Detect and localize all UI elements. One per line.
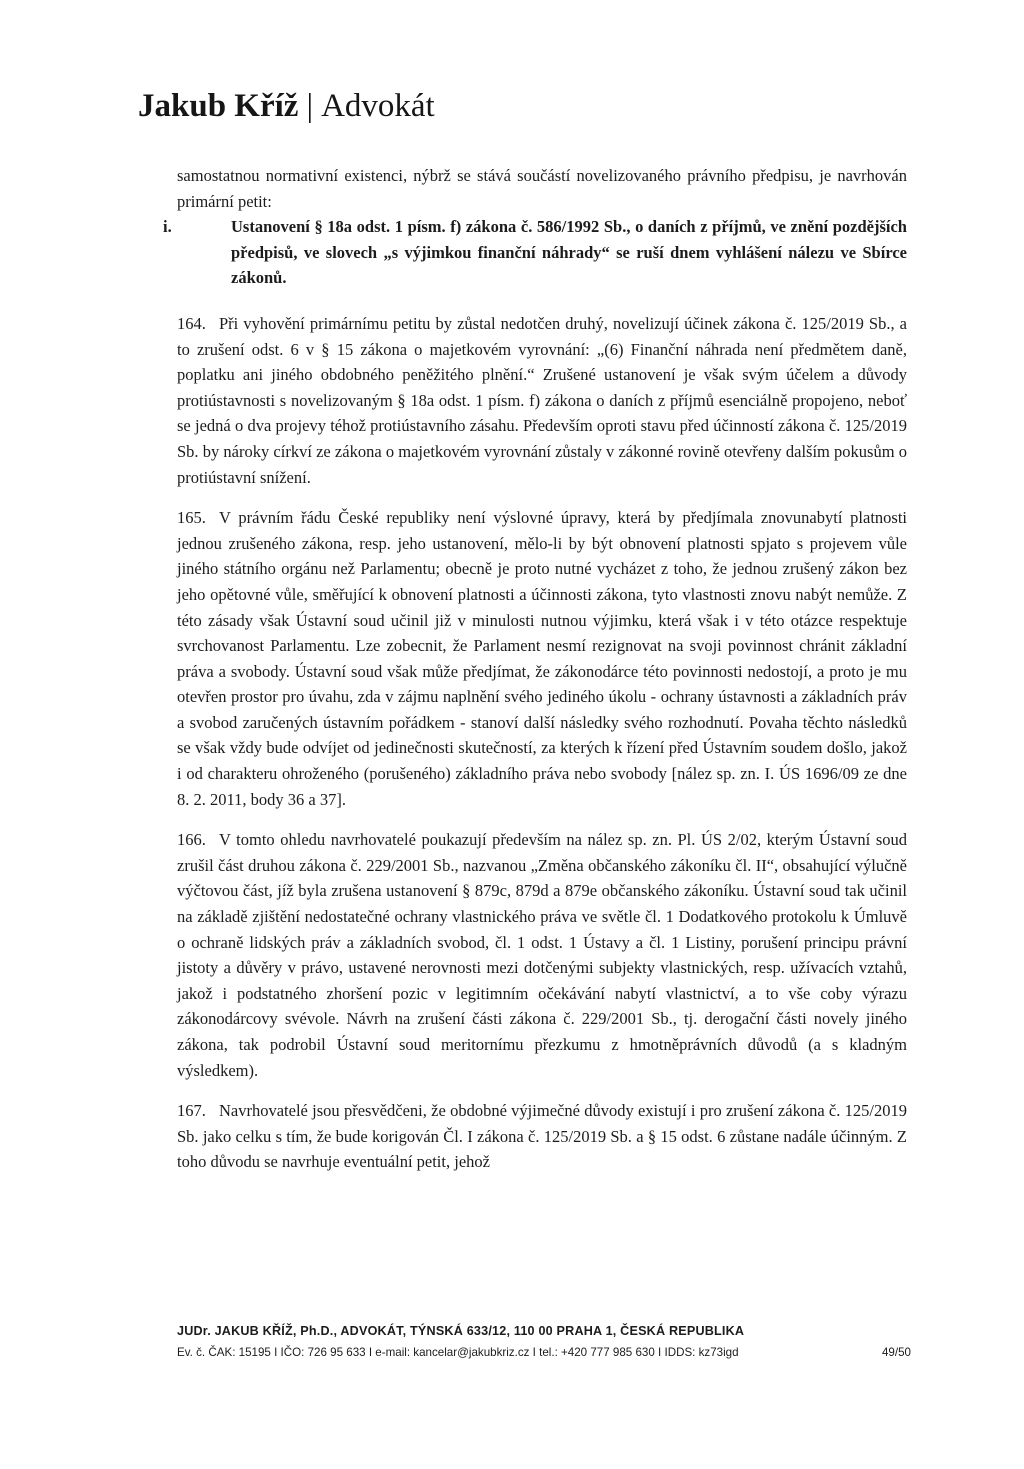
paragraph-number: 166. [177,830,206,850]
footer-contact-line [177,1346,911,1359]
paragraph-text: V právním řádu České republiky není výslovné úpravy, která by předjímala znovunabytí platnosti jednou zrušeného zákona, resp. jeho ustanovení, mělo-li by být obnovení platnosti spjato s projevem vůle jiného státního orgánu než Parlamentu; obecně je proto nutné vycházet z toho, že jednou zrušený zákon bez jeho opětovné vůle, směřující k obnovení platnosti a účinnosti zákona, tyto vlastnosti znovu nabýt nemůže. Z této zásady však Ústavní soud učinil již v minulosti nutnou výjimku, která však i v této otázce respektuje svrchovanost Parlamentu. Lze zobecnit, že Parlament nesmí rezignovat na svoji povinnost chránit základní práva a svobody. Ústavní soud však může předjímat, že zákonodárce této povinnosti nedostojí, a proto je mu otevřen prostor pro úvahu, zda v zájmu naplnění svého jediného úkolu - ochrany ústavnosti a základních práv a svobod zaručených ústavním pořádkem - stanoví další následky svého rozhodnutí. Povaha těchto následků se však vždy bude odvíjet od jedinečnosti skutečností, za kterých k řízení před Ústavním soudem došlo, jakož i od charakteru ohroženého (porušeného) základního práva nebo svobody [nález sp. zn. I. ÚS 1696/09 ze dne 8. 2. 2011, body 36 a 37]. [177,508,907,809]
paragraph-number: 165. [177,508,206,528]
paragraph-166 [177,827,907,1083]
paragraph-number: 164. [177,313,206,333]
footer-contact-details: Ev. č. ČAK: 15195 I IČO: 726 95 633 I e-mail: kancelar@jakubkriz.cz I tel.: +420 777 985 630 I IDDS: kz73igd [177,1346,739,1359]
paragraph-text: Při vyhovění primárnímu petitu by zůstal nedotčen druhý, novelizují účinek zákona č. 125/2019 Sb., a to zrušení odst. 6 v § 15 zákona o majetkovém vyrovnání: „(6) Finanční náhrada není předmětem daně, poplatku ani jiného obdobného peněžitého plnění.“ Zrušené ustanovení je však svým účelem a důvody protiústavnosti s novelizovaným § 18a odst. 1 písm. f) zákona o daních z příjmů esenciálně propojeno, neboť se jedná o dva projevy téhož protiústavního zásahu. Především oproti stavu před účinností zákona č. 125/2019 Sb. by nároky církví ze zákona o majetkovém vyrovnání zůstaly v zákonné rovině otevřeny dalším pokusům o protiústavní snížení. [177,313,907,487]
petit-marker: i. [163,217,172,237]
footer-name-line: JUDr. JAKUB KŘÍŽ, Ph.D., ADVOKÁT, TÝNSKÁ 633/12, 110 00 PRAHA 1, ČESKÁ REPUBLIKA [177,1324,745,1338]
document-body [163,163,907,1175]
primary-petit [163,214,907,291]
paragraph-164 [177,311,907,490]
header-separator: | [306,88,314,124]
petit-text: Ustanovení § 18a odst. 1 písm. f) zákona č. 586/1992 Sb., o daních z příjmů, ve znění pozdějších předpisů, ve slovech „s výjimkou finanční náhrady“ se ruší dnem vyhlášení nálezu ve Sbírce zákonů. [231,217,907,288]
paragraph-number: 167. [177,1101,206,1121]
page-number: 49/50 [881,1346,911,1359]
header-brand: Jakub Kříž [138,88,299,124]
paragraph-text: Navrhovatelé jsou přesvědčeni, že obdobné výjimečné důvody existují i pro zrušení zákona č. 125/2019 Sb. jako celku s tím, že bude korigován Čl. I zákona č. 125/2019 Sb. a § 15 odst. 6 zůstane nadále účinným. Z toho důvodu se navrhuje eventuální petit, jehož [177,1101,907,1172]
intro-paragraph: samostatnou normativní existenci, nýbrž se stává součástí novelizovaného právního předpisu, je navrhován primární petit: [177,166,907,211]
header-role: Advokát [321,88,435,124]
paragraph-165 [177,505,907,812]
paragraph-text: V tomto ohledu navrhovatelé poukazují především na nález sp. zn. Pl. ÚS 2/02, kterým Ústavní soud zrušil část druhou zákona č. 229/2001 Sb., nazvanou „Změna občanského zákoníku čl. II“, obsahující výlučně výčtovou část, jíž byla zrušena ustanovení § 879c, 879d a 879e občanského zákoníku. Ústavní soud tak učinil na základě zjištění nedostatečné ochrany vlastnického práva ve světle čl. 1 Dodatkového protokolu k Úmluvě o ochraně lidských práv a základních svobod, čl. 1 odst. 1 Ústavy a čl. 1 Listiny, porušení principu právní jistoty a důvěry v právo, ustavené nerovnosti mezi dotčenými subjekty vlastnických, resp. užívacích vztahů, jakož i podstatného zhoršení pozic v legitimním očekávání nabytí vlastnictví, a to vše coby výrazu zákonodárcovy svévole. Návrh na zrušení části zákona č. 229/2001 Sb., tj. derogační části novely jiného zákona, tak podrobil Ústavní soud meritornímu přezkumu z hmotněprávních důvodů (a s kladným výsledkem). [177,830,907,1080]
page-header [138,86,435,126]
paragraph-167 [177,1098,907,1175]
